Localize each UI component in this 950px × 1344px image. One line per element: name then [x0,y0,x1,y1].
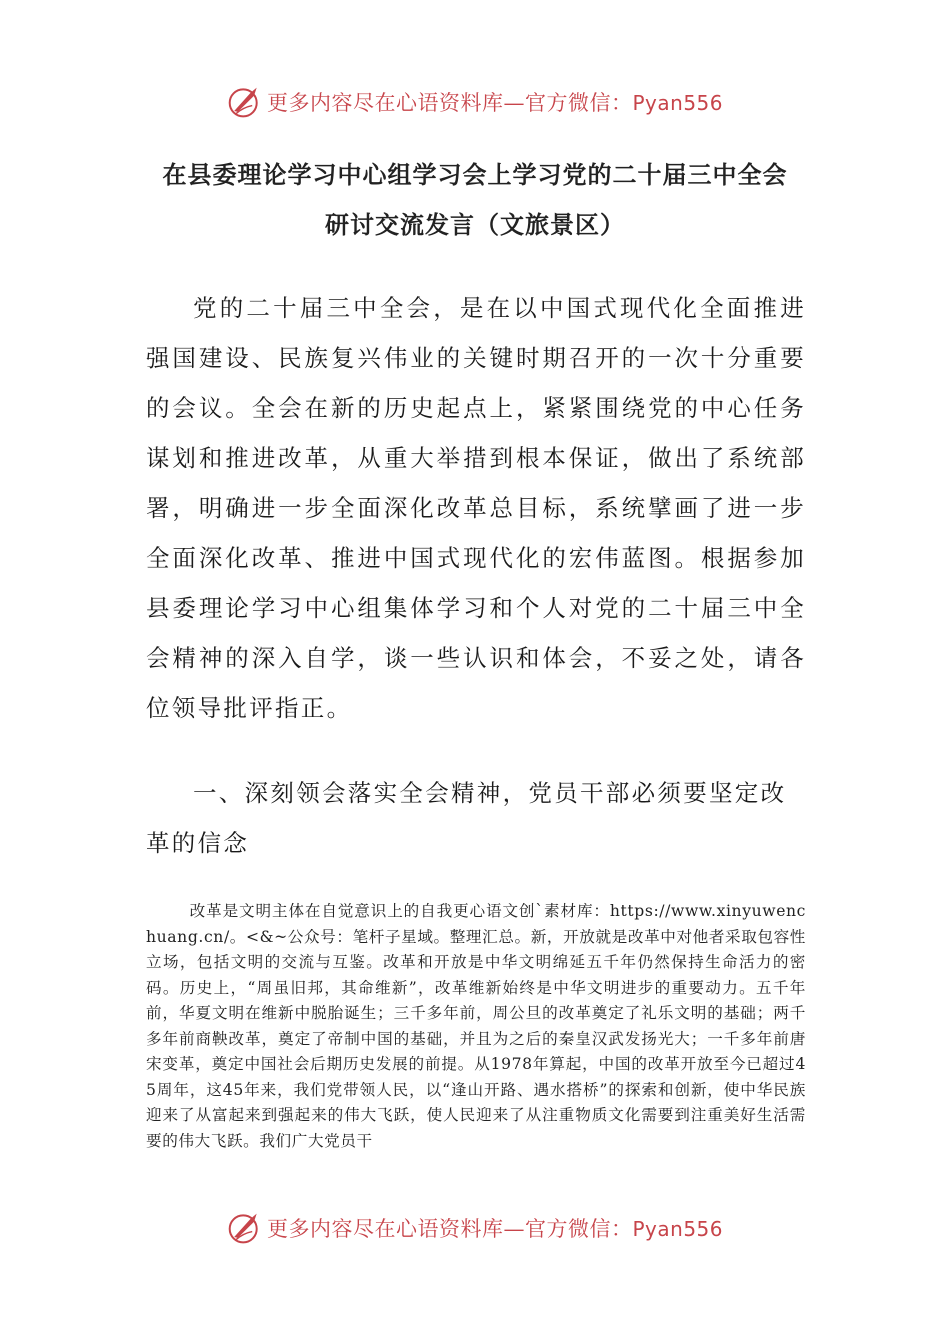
quill-logo-icon [227,1210,263,1246]
header-banner [0,82,950,122]
document-title [100,150,850,250]
section-1-paragraph: 改革是文明主体在自觉意识上的自我更心语文创`素材库：https://www.xinyuwenchuang.cn/。<&~公众号：笔杆子星域。整理汇总。新，开放就是改革中对他者采取包容性立场，包括文明的交流与互鉴。改革和开放是中华文明绵延五千年仍然保持生命活力的密码。历史上，“周虽旧邦，其命维新”，改革维新始终是中华文明进步的重要动力。五千年前，华夏文明在维新中脱胎诞生；三千多年前，周公旦的改革奠定了礼乐文明的基础；两千多年前商鞅改革，奠定了帝制中国的基础，并且为之后的秦皇汉武发扬光大；一千多年前唐宋变革，奠定中国社会后期历史发展的前提。从1978年算起，中国的改革开放至今已超过45周年，这45年来，我们党带领人民，以“逢山开路、遇水搭桥”的探索和创新，使中华民族迎来了从富起来到强起来的伟大飞跃，使人民迎来了从注重物质文化需要到注重美好生活需要的伟大飞跃。我们广大党员干 [146,902,807,1150]
quill-logo-icon [227,84,263,120]
banner-text: 更多内容尽在心语资料库—官方微信：Pyan556 [266,1217,723,1241]
intro-paragraph: 党的二十届三中全会，是在以中国式现代化全面推进强国建设、民族复兴伟业的关键时期召开的一次十分重要的会议。全会在新的历史起点上，紧紧围绕党的中心任务谋划和推进改革，从重大举措到根本保证，做出了系统部署，明确进一步全面深化改革总目标，系统擘画了进一步全面深化改革、推进中国式现代化的宏伟蓝图。根据参加县委理论学习中心组集体学习和个人对党的二十届三中全会精神的深入自学，谈一些认识和体会，不妥之处，请各位领导批评指正。 [146,294,806,722]
section-1-heading: 一、深刻领会落实全会精神，党员干部必须要坚定改革的信念 [146,779,787,857]
footer-banner [0,1208,950,1248]
title-line-1: 在县委理论学习中心组学习会上学习党的二十届三中全会 [162,160,788,189]
title-line-2: 研讨交流发言（文旅景区） [325,210,625,239]
banner-text: 更多内容尽在心语资料库—官方微信：Pyan556 [266,91,723,115]
